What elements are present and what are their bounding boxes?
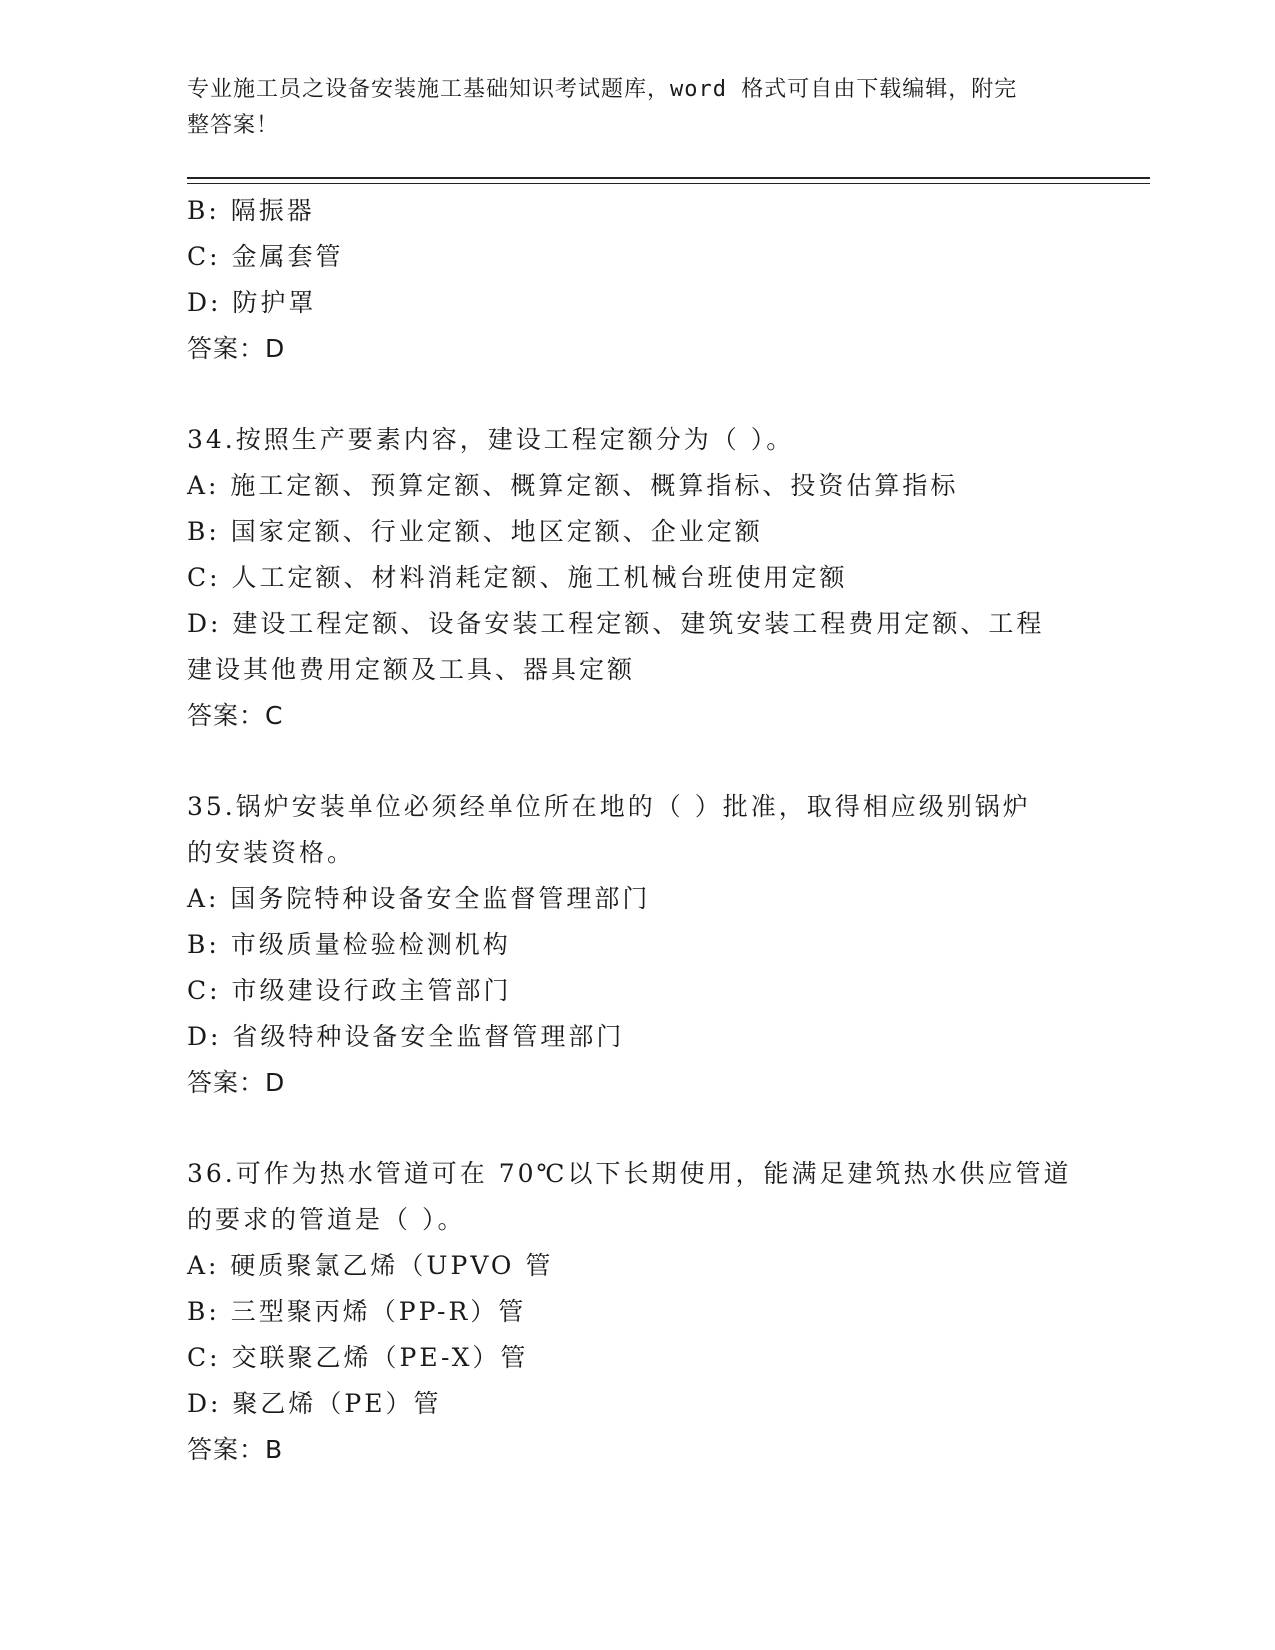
- option-c: C: 人工定额、材料消耗定额、施工机械台班使用定额: [187, 563, 848, 592]
- header-rule-thin: [187, 183, 1150, 184]
- question-36: [187, 1151, 1087, 1473]
- header-line-2: 整答案！: [187, 113, 280, 138]
- header-rule-thick: [187, 177, 1150, 179]
- option-d: D: 建设工程定额、设备安装工程定额、建筑安装工程费用定额、工程: [187, 609, 1045, 638]
- question-stem: 34.按照生产要素内容，建设工程定额分为（ ）。: [187, 425, 795, 454]
- option-d: D: 省级特种设备安全监督管理部门: [187, 1022, 625, 1051]
- option-a: A: 硬质聚氯乙烯（UPVO 管: [187, 1251, 554, 1280]
- answer-line: 答案：B: [187, 1435, 284, 1464]
- option-c: C: 金属套管: [187, 242, 344, 271]
- option-b: B: 国家定额、行业定额、地区定额、企业定额: [187, 517, 763, 546]
- option-b: B: 市级质量检验检测机构: [187, 930, 511, 959]
- question-stem: 36.可作为热水管道可在 70℃以下长期使用，能满足建筑热水供应管道: [187, 1159, 1072, 1188]
- option-c: C: 市级建设行政主管部门: [187, 976, 512, 1005]
- option-d: D: 防护罩: [187, 288, 317, 317]
- question-stem-continued: 的安装资格。: [187, 838, 356, 867]
- answer-line: 答案：C: [187, 701, 284, 730]
- question-34: [187, 417, 1087, 739]
- question-stem-continued: 的要求的管道是（ ）。: [187, 1205, 466, 1234]
- option-c: C: 交联聚乙烯（PE-X）管: [187, 1343, 529, 1372]
- header-line-1: 专业施工员之设备安装施工基础知识考试题库，word 格式可自由下载编辑，附完: [187, 77, 1018, 102]
- document-body: [187, 188, 1087, 1473]
- option-b: B: 三型聚丙烯（PP-R）管: [187, 1297, 527, 1326]
- question-33-tail: [187, 188, 1087, 372]
- question-35: [187, 784, 1087, 1106]
- question-stem: 35.锅炉安装单位必须经单位所在地的（ ）批准，取得相应级别锅炉: [187, 792, 1031, 821]
- option-a: A: 国务院特种设备安全监督管理部门: [187, 884, 651, 913]
- answer-line: 答案：D: [187, 334, 286, 363]
- option-b: B: 隔振器: [187, 196, 315, 225]
- option-d: D: 聚乙烯（PE）管: [187, 1389, 442, 1418]
- option-d-continued: 建设其他费用定额及工具、器具定额: [187, 655, 636, 684]
- answer-line: 答案：D: [187, 1068, 286, 1097]
- option-a: A: 施工定额、预算定额、概算定额、概算指标、投资估算指标: [187, 471, 959, 500]
- document-header: [187, 72, 1087, 144]
